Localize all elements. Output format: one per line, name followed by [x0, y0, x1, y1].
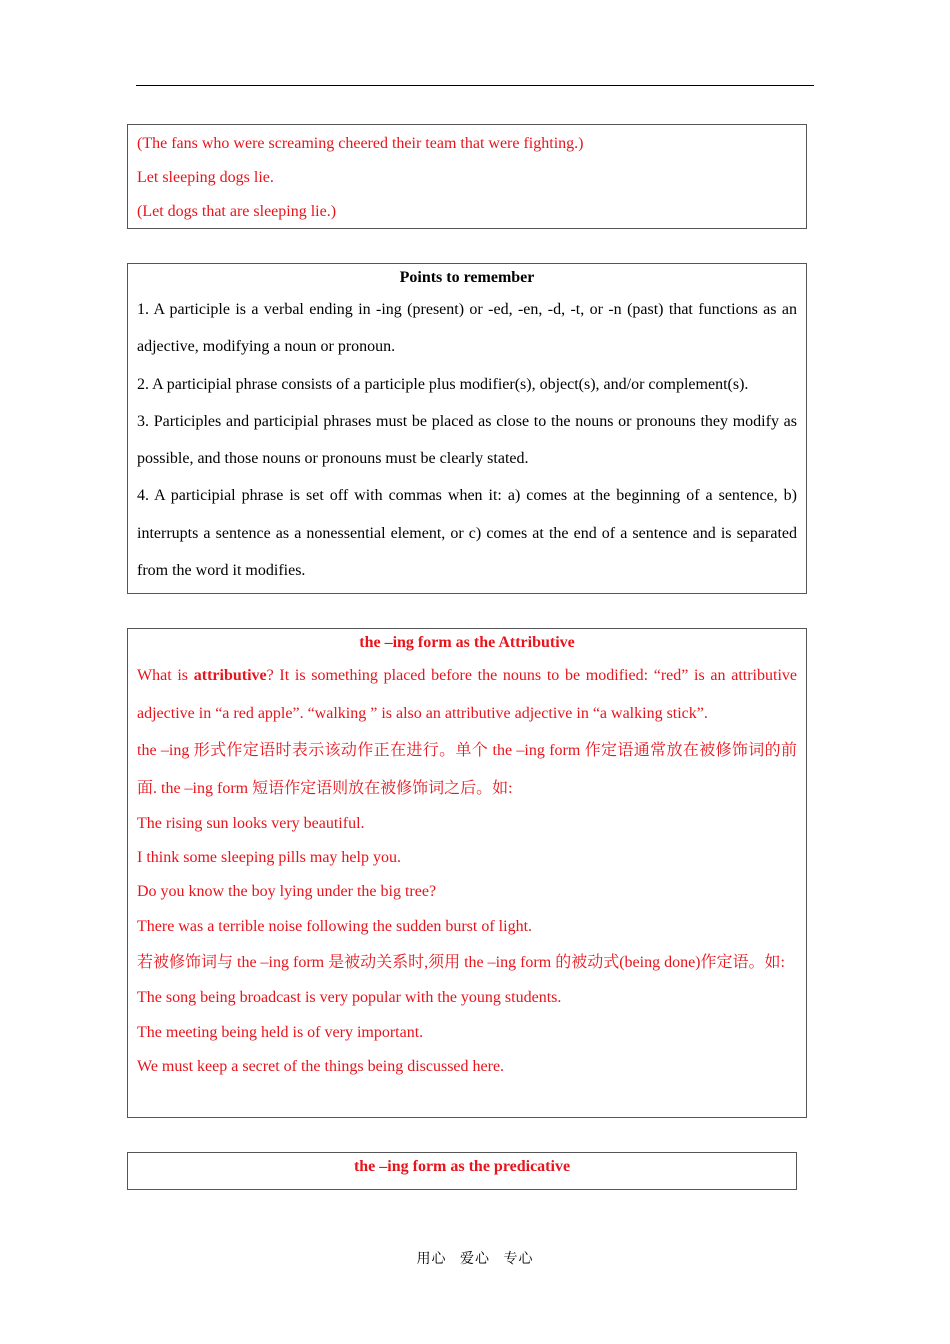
- intro-text: ? It is something placed before the nouns to be modified: “red” is an attributive adjective in “a red apple”. “walking ” is also an attributive adjective in “a walking stick”.: [137, 667, 797, 722]
- attributive-box: [127, 628, 807, 1118]
- box-title: Points to remember: [399, 269, 535, 286]
- intro-text: What is: [137, 667, 194, 684]
- example-line: (Let dogs that are sleeping lie.): [137, 203, 337, 220]
- point-item: 2. A participial phrase consists of a participle plus modifier(s), object(s), and/or complement(s).: [137, 375, 749, 393]
- intro-term: attributive: [193, 667, 267, 684]
- example-box-fans: [127, 124, 807, 229]
- point-item: 1. A participle is a verbal ending in -ing (present) or -ed, -en, -d, -t, or -n (past) that functions as an adjective, modifying a noun or pronoun.: [137, 301, 797, 356]
- chinese-note: 若被修饰词与 the –ing form 是被动关系时,须用 the –ing form 的被动式(being done)作定语。如:: [137, 953, 785, 971]
- example-sentence: The meeting being held is of very important.: [137, 1023, 424, 1041]
- example-line: Let sleeping dogs lie.: [137, 169, 274, 186]
- example-sentence: I think some sleeping pills may help you.: [137, 849, 401, 867]
- point-item: 3. Participles and participial phrases must be placed as close to the nouns or pronouns they modify as possible, and those nouns or pronouns must be clearly stated.: [137, 412, 797, 468]
- predicative-box: [127, 1152, 797, 1190]
- example-sentence: The song being broadcast is very popular with the young students.: [137, 989, 562, 1007]
- points-to-remember-box: [127, 263, 807, 594]
- intro-paragraph: [137, 657, 797, 732]
- box-title: the –ing form as the predicative: [353, 1158, 571, 1175]
- footer-word: 用心: [416, 1251, 447, 1267]
- example-sentence: The rising sun looks very beautiful.: [137, 815, 365, 832]
- example-sentence: We must keep a secret of the things being discussed here.: [137, 1057, 505, 1075]
- chinese-note: the –ing 形式作定语时表示该动作正在进行。单个 the –ing form 作定语通常放在被修饰词的前面. the –ing form 短语作定语则放在被修饰词之后。如:: [137, 742, 797, 797]
- footer-word: 专心: [503, 1251, 534, 1267]
- footer-word: 爱心: [460, 1251, 490, 1267]
- example-sentence: There was a terrible noise following the sudden burst of light.: [137, 917, 533, 935]
- point-item: 4. A participial phrase is set off with commas when it: a) comes at the beginning of a sentence, b) interrupts a sentence as a nonessential element, or c) comes at the end of a sentence and is separated from the word it modifies.: [137, 487, 797, 580]
- example-sentence: Do you know the boy lying under the big tree?: [137, 883, 437, 901]
- example-line: (The fans who were screaming cheered their team that were fighting.): [137, 135, 584, 152]
- page-footer: [0, 1248, 950, 1268]
- box-title: the –ing form as the Attributive: [359, 634, 575, 651]
- header-rule: [136, 85, 814, 86]
